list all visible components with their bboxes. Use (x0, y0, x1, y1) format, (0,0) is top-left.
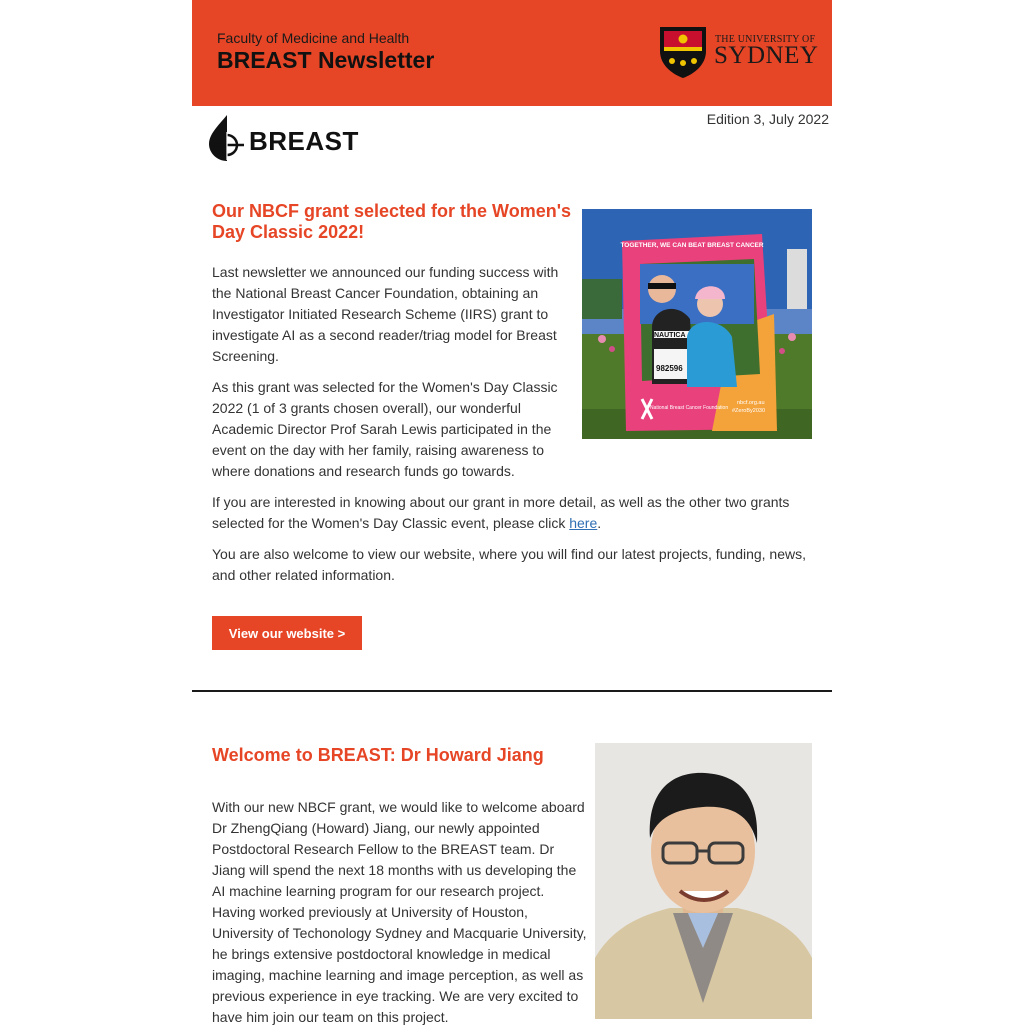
faculty-name: Faculty of Medicine and Health (217, 30, 410, 46)
article1-para-3-end: . (597, 515, 602, 531)
article1-para-2-part (212, 377, 572, 482)
article2-para-1: With our new NBCF grant, we would like to welcome aboard Dr ZhengQiang (Howard) Jiang, our newly appointed Postdoctoral Research Fellow to the BREAST team. Dr Jiang will spend the next 18 months with us developing the AI machine learning program for our research project. Having worked previously at University of Houston, University of Techonology Sydney and Macquarie University, he brings extensive postdoctoral knowledge in medical imaging, machine learning and image perception, as well as previous experience in eye tracking. We are very excited to have him join our team on this project. (212, 799, 587, 1025)
article1-para-1: Last newsletter we announced our funding success with the National Breast Cancer Foundation, obtaining an Investigator Initiated Research Scheme (IIRS) grant to investigate AI as a second reader/triag model for Breast Screening. (212, 264, 559, 364)
womens-day-photo-image (582, 209, 812, 439)
photo-frame-banner: TOGETHER, WE CAN BEAT BREAST CANCER (620, 242, 764, 249)
newsletter-title: BREAST Newsletter (217, 47, 435, 73)
howard-jiang-photo-image (595, 743, 812, 1019)
view-website-button[interactable]: View our website > (212, 616, 362, 650)
breast-logo (208, 114, 360, 162)
photo-shirt-text: NAUTICA (654, 332, 686, 339)
article1-heading: Our NBCF grant selected for the Women's Day Classic 2022! (212, 201, 571, 242)
edition-label: Edition 3, July 2022 (706, 111, 829, 127)
section-divider (192, 690, 832, 692)
article1-para-2: As this grant was selected for the Women's Day Classic 2022 (1 of 3 grants chosen overall), our wonderful Academic Director Prof Sarah Lewis participated in the event on the day with her family, raising awareness to where donations and research funds go towards. (212, 379, 558, 479)
university-big-text: SYDNEY (714, 42, 819, 69)
womens-day-photo (582, 209, 812, 439)
here-link[interactable]: here (569, 515, 598, 531)
header-banner (192, 0, 832, 106)
photo-site-text: nbcf.org.au (737, 400, 765, 406)
breast-logo-text: BREAST (249, 126, 359, 156)
article1-para-4: You are also welcome to view our website, where you will find our latest projects, funding, news, and other related information. (212, 546, 807, 583)
photo-hashtag-text: #ZeroBy2030 (732, 408, 766, 414)
university-logo[interactable] (658, 25, 819, 79)
newsletter (192, 0, 832, 1024)
article1-para-3 (212, 492, 812, 534)
photo-bib-number: 982596 (656, 364, 683, 373)
breast-logo-icon (208, 114, 246, 162)
article1-para-3-text: If you are interested in knowing about our grant in more detail, as well as the other two grants selected for the Women's Day Classic event, please click (212, 494, 790, 531)
howard-jiang-photo (595, 743, 812, 1019)
university-crest-icon (658, 25, 708, 79)
photo-foundation-text: National Breast Cancer Foundation (650, 405, 729, 411)
university-small-text: THE UNIVERSITY OF (715, 34, 816, 45)
article2-heading: Welcome to BREAST: Dr Howard Jiang (212, 745, 544, 765)
